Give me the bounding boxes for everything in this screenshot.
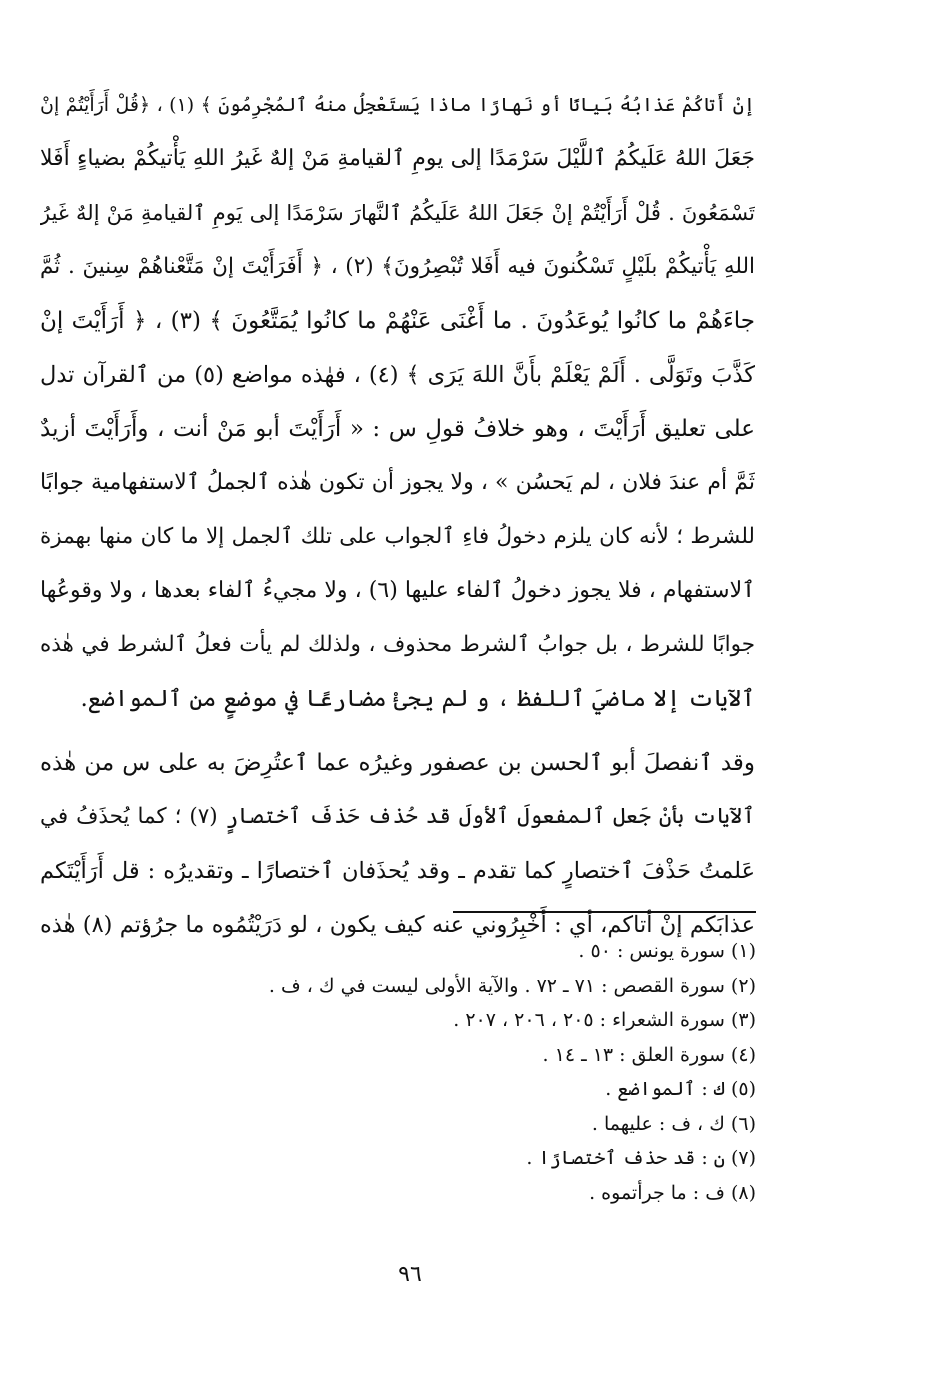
text-line: على تعليق أَرَأَيْتَ ، وهو خلافُ قولِ س : « أَرَأَيْتَ أبو مَنْ أنت ، وأَرَأَيْتَ أزيدٌ	[40, 416, 755, 442]
text-line: ثَمَّ أم عندَ فلان ، لم يَحسُن » ، ولا يجوز أن تكون هٰذه ٱلجملُ ٱلاستفهامية جوابًا	[40, 470, 755, 495]
footnotes	[196, 934, 756, 1210]
footnote: (٨) ف : ما جرأتموه .	[589, 1181, 756, 1204]
footnote: (١) سورة يونس : ٥٠ .	[578, 940, 756, 962]
text-line: عذابَكم إنْ أتاكم، أي : أَخْبِرُوني عنه كيف يكون ، لو دَرَيْتُمُوه ما جرُؤتم (٨) هٰذه	[40, 912, 755, 938]
footnote: (٥) ك : ٱلمواضع .	[605, 1078, 756, 1100]
footnote-divider	[453, 911, 756, 913]
text-line: ٱلآيات بأنْ جَعل ٱلمفعولَ ٱلأولَ قد حُذف حَذفَ ٱختصارٍ (٧) ؛ كما يُحذَفُ في	[40, 804, 755, 829]
text-line: وقد ٱنفصلَ أبو ٱلحسن بن عصفور وغيرُه عما ٱعتُرِضَ به على س من هٰذه	[40, 750, 755, 776]
text-line: كَذَّبَ وتَوَلَّى . أَلَمْ يَعْلَمْ بأَنَّ اللهَ يَرَى ﴾ (٤) ، فهٰذه مواضع (٥) من ٱلقرآن تدل	[40, 362, 755, 388]
text-line: ٱلآيات إلا ماضيَ ٱللفظ ، و لم يجئْ مضارعًا في موضعٍ من ٱلمواضع.	[80, 686, 755, 712]
text-line: تَسْمَعُونَ . قُلْ أَرَأَيْتُمْ إنْ جَعَلَ اللهُ عَلَيكُمُ ٱلنَّهارَ سَرْمَدًا إلى يَومِ ٱلقيامةِ مَنْ إلهٌ غَيرُ	[40, 201, 755, 225]
footnote: (٧) ن : قد حذف ٱختصارًا .	[526, 1147, 756, 1169]
text-line: للشرط ؛ لأنه كان يلزم دخولُ فاءِ ٱلجواب على تلك ٱلجمل إلا ما كان منها بهمزة	[40, 524, 755, 549]
text-line: عَلمتُ حَذْفَ ٱختصارٍ كما تقدم ـ وقد يُحذَفان ٱختصارًا ـ وتقديرُه : قل أَرَأَيْتَكم	[40, 858, 755, 884]
footnote: (٣) سورة الشعراء : ٢٠٥ ، ٢٠٦ ، ٢٠٧ .	[453, 1009, 756, 1031]
text-line: إنْ أَتاكُمْ عَذابُهُ بَيانًا أو نَهارًا ماذا يَستَعْجِلُ منهُ ٱلمُجْرِمُونَ ﴾ (١) ، ﴿قُلْ أَرَأَيْتُمْ إنْ	[40, 94, 755, 116]
footnote: (٢) سورة القصص : ٧١ ـ ٧٢ . والآية الأولى ليست في ك ، ف .	[268, 974, 756, 997]
text-line: جَعَلَ اللهُ عَلَيكُمُ ٱللَّيْلَ سَرْمَدًا إلى يومِ ٱلقيامةِ مَنْ إلهٌ غَيرُ اللهِ يَأْتيكُمْ بضياءٍ أَفَلا	[40, 146, 755, 171]
footnote: (٦) ك ، ف : عليهما .	[591, 1112, 756, 1135]
text-line: اللهِ يَأْتيكُمْ بلَيْلٍ تَسْكُنونَ فيه أَفَلا تُبْصِرُونَ﴾ (٢) ، ﴿ أَفَرَأَيْتَ إنْ مَتَّعْناهُمْ سِنينَ . ثُمَّ	[40, 254, 755, 279]
footnote: (٤) سورة العلق : ١٣ ـ ١٤ .	[542, 1043, 756, 1066]
text-line: ٱلاستفهام ، فلا يجوز دخولُ ٱلفاء عليها (٦) ، ولا مجيءُ ٱلفاء بعدها ، ولا وقوعُها	[40, 578, 755, 603]
text-line: جاءَهُمْ ما كانُوا يُوعَدُونَ . ما أَغْنَى عَنْهُمْ ما كانُوا يُمَتَّعُونَ ﴾ (٣) ، ﴿ أَرَأَيْتَ إنْ	[40, 308, 755, 334]
paragraph-gap	[40, 726, 755, 736]
page-number: ٩٦	[398, 1262, 422, 1287]
text-line: جوابًا للشرط ، بل جوابُ ٱلشرط محذوف ، ولذلك لم يأت فعلُ ٱلشرط في هٰذه	[40, 632, 755, 657]
main-text	[40, 78, 755, 952]
